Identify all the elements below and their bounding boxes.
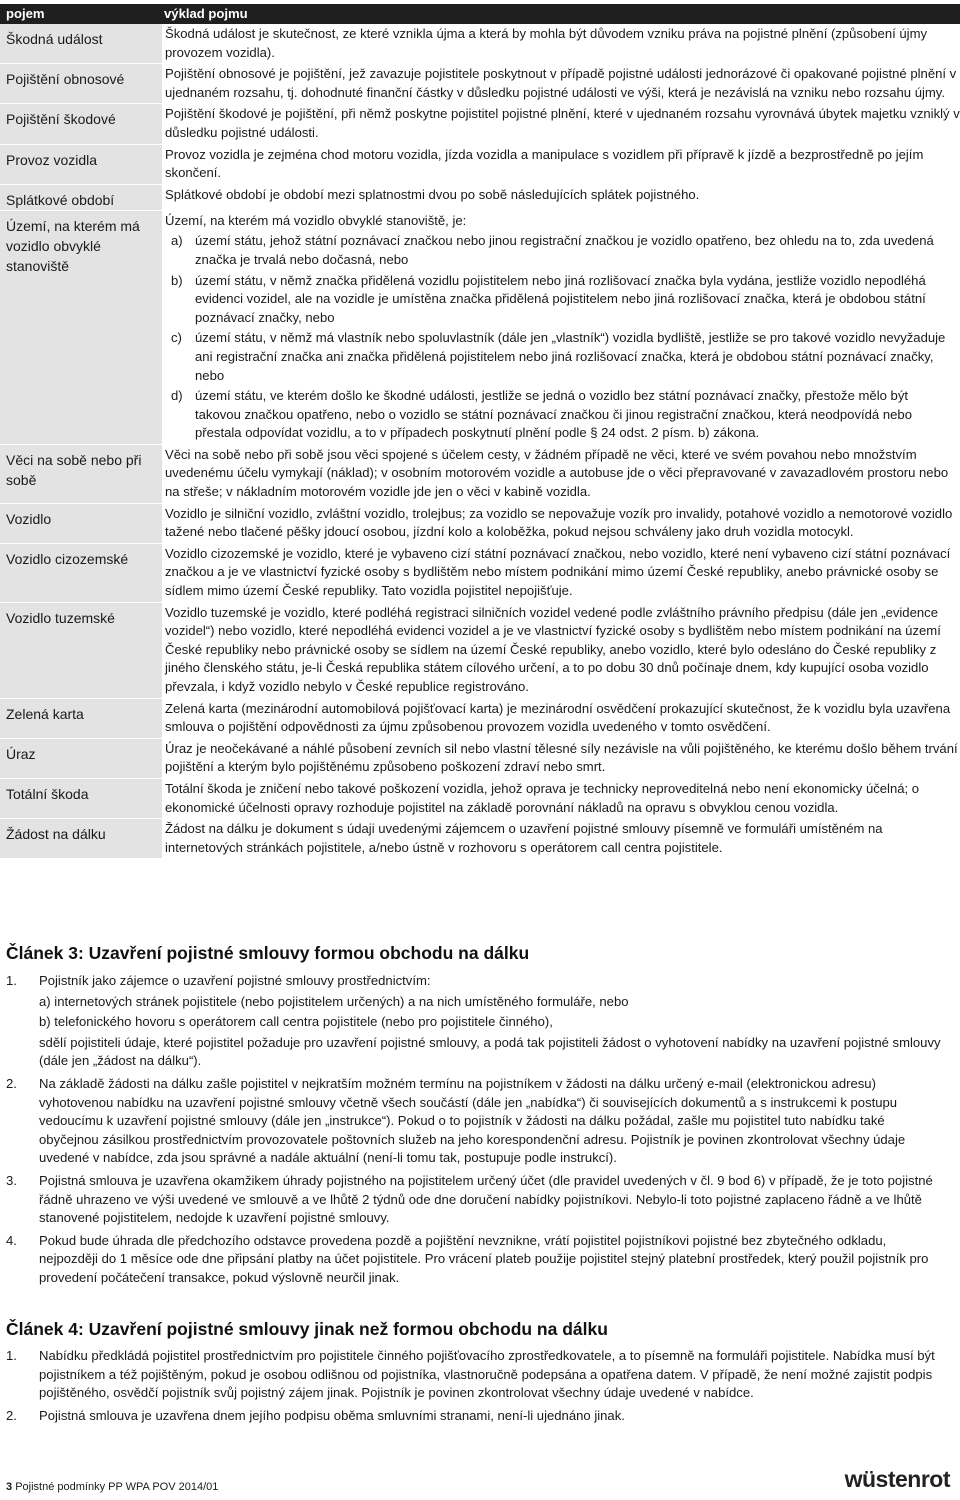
definition-cell — [162, 445, 960, 503]
item-option: a) internetových stránek pojistitele (nebo pojistitelem určených) a na nich umístěného formuláře, nebo — [39, 993, 629, 1009]
definition-text: Úraz je neočekávané a náhlé působení zevních sil nebo vlastní tělesné síly nezávisle na vůli pojištěného, ke kterému došlo během trvání pojištění a kterým bylo pojištěnému způsobeno poškození zdraví nebo smrt. — [165, 740, 958, 775]
definition-subitem — [165, 329, 960, 385]
table-row — [0, 698, 960, 738]
numbered-item — [0, 972, 960, 1071]
definition-text: Splátkové období je období mezi splatnostmi dvou po sobě následujících splátek pojistného. — [165, 186, 700, 202]
article3-body — [0, 972, 960, 1288]
article4-title: Článek 4: Uzavření pojistné smlouvy jinak než formou obchodu na dálku — [6, 1319, 608, 1339]
term-cell: Území, na kterém má vozidlo obvyklé stanoviště — [0, 211, 162, 444]
table-row — [0, 24, 960, 63]
definition-cell — [162, 779, 960, 818]
item-text: Na základě žádosti na dálku zašle pojistitel v nejkratším možném termínu na pojistníkem v žádosti na dálku určený e-mail (elektronickou adresu) vyhotovenou nabídku na uzavření pojistné smlouvy včetně všech součástí (dále jen „nabídka“) či souvisejících dokumentů a s instrukcemi k postupu vedoucímu k uzavření pojistné smlouvy (dále jen „instrukce“). Pokud o to pojistník v žádosti na dálku požádal, zašle mu pojistitel tuto nabídku také obyčejnou zásilkou prostřednictvím provozovatele poštovních služeb na jeho korespondenční adresu. Pojistník je povinen zkontrolovat všechny údaje uvedené v nabídce, zda jsou správné a nadále aktuální (není-li tomu tak, postupuje podle instrukcí). — [39, 1075, 906, 1166]
table-row — [0, 738, 960, 778]
term-cell: Škodná událost — [0, 24, 162, 63]
definition-text: Pojištění škodové je pojištění, při němž poskytne pojistitel pojistné plnění, které v ujednaném rozsahu vyrovnává úbytek majetku vzniklý v důsledku pojistné události. — [165, 106, 960, 140]
definition-cell — [162, 819, 960, 858]
definition-cell — [162, 699, 960, 738]
item-text: Pojistník jako zájemce o uzavření pojistné smlouvy prostřednictvím: — [39, 973, 431, 988]
subitem-text: území státu, jehož státní poznávací značkou nebo jinou registrační značkou je vozidlo opatřeno, bez ohledu na to, zda uvedená značka je trvalá nebo dočasná, nebo — [195, 233, 934, 267]
table-row — [0, 818, 960, 858]
item-body — [39, 1347, 960, 1403]
subitem-text: území státu, v němž má vlastník nebo spoluvlastník (dále jen „vlastník“) vozidla bydliště, jestliže se pro takové vozidlo nevyžaduje ani registrační značka ani značka přidělená pojistitelem nebo jiná rozlišovací značka, která je obdobou státní poznávací značky, nebo — [195, 330, 946, 383]
definition-cell — [162, 211, 960, 444]
term-cell: Totální škoda — [0, 779, 162, 818]
definition-cell — [162, 603, 960, 698]
item-number: 3. — [6, 1172, 17, 1188]
definition-text: Věci na sobě nebo při sobě jsou věci spojené s účelem cesty, v žádném případě ne věci, které ve svém povahou nebo množstvím uvedenému účelu vymykají (náklad); v osobním motorovém vozidle a autobuse jde o věci přepravované v zavazadlovém prostoru nebo na střeše; v nákladním motorovém vozidle jde jen o věci v kabině vozidla. — [165, 446, 949, 500]
definition-text: Zelená karta (mezinárodní automobilová pojišťovací karta) je mezinárodní osvědčení prokazující skutečnost, že k vozidlu byla uzavřena smlouva o pojištění odpovědnosti za újmu způsobenou provozem vozidla uvedeného v tomto osvědčení. — [165, 700, 951, 735]
item-number: 2. — [6, 1075, 17, 1091]
item-text: Pojistná smlouva je uzavřena dnem jejího podpisu oběma smluvními stranami, není-li ujednáno jinak. — [39, 1407, 625, 1423]
table-row — [0, 63, 960, 103]
terms-table-header — [0, 4, 960, 24]
footer-label — [6, 1478, 218, 1497]
item-number: 1. — [6, 973, 17, 988]
definition-subitem — [165, 232, 960, 269]
term-cell: Pojištění škodové — [0, 104, 162, 143]
numbered-item — [0, 1172, 960, 1228]
definition-cell — [162, 145, 960, 184]
table-row — [0, 210, 960, 444]
definition-text: Pojištění obnosové je pojištění, jež zavazuje pojistitele poskytnout v případě pojistné události jednorázové či opakované pojistné plnění v ujednaném rozsahu, tj. dohodnuté finanční částky v důsledku pojistné události ve výši, která je nezávislá na vzniku nebo rozsahu újmy. — [165, 66, 957, 100]
item-body — [39, 1407, 960, 1426]
term-cell: Provoz vozidla — [0, 145, 162, 184]
definition-text: Žádost na dálku je dokument s údaji uvedenými zájemcem o uzavření pojistné smlouvy písemně ve formuláři umístěném na internetových stránkách pojistitele, a/nebo ústně v rozhovoru s operátorem call centra pojistitele. — [165, 821, 883, 855]
definition-cell — [162, 24, 960, 63]
table-row — [0, 444, 960, 503]
term-cell: Splátkové období — [0, 185, 162, 210]
header-definition: výklad pojmu — [164, 6, 248, 21]
item-option: b) telefonického hovoru s operátorem call centra pojistitele (nebo pro pojistitele činného), — [39, 1014, 553, 1030]
definition-cell — [162, 739, 960, 778]
numbered-item — [0, 1347, 960, 1403]
item-number: 1. — [6, 1348, 17, 1363]
table-row — [0, 503, 960, 543]
numbered-item — [0, 1407, 960, 1426]
item-body — [39, 1075, 960, 1168]
numbered-item — [0, 1075, 960, 1168]
definition-text: Území, na kterém má vozidlo obvyklé stanoviště, je: — [165, 212, 467, 228]
definition-cell — [162, 504, 960, 543]
table-row — [0, 144, 960, 184]
definition-text: Vozidlo cizozemské je vozidlo, které je vybaveno cizí státní poznávací značkou, nebo vozidlo, které není vybaveno cizí státní poznávací značkou a je ve vlastnictví fyzické osoby s bydlištěm nebo místem podnikání mimo území České republiky, anebo právnické osoby se sídlem mimo území České republiky. Tato vozidla pojistitel nepojišťuje. — [165, 545, 951, 599]
definition-subitem — [165, 272, 960, 328]
term-cell: Vozidlo cizozemské — [0, 544, 162, 602]
term-cell: Zelená karta — [0, 699, 162, 738]
definition-cell — [162, 544, 960, 602]
term-cell: Věci na sobě nebo při sobě — [0, 445, 162, 503]
header-term: pojem — [0, 4, 162, 24]
article3-title: Článek 3: Uzavření pojistné smlouvy formou obchodu na dálku — [6, 943, 530, 963]
wuestenrot-logo: wüstenrot — [844, 1466, 950, 1492]
definition-text: Škodná událost je skutečnost, ze které vznikla újma a která by mohla být důvodem vzniku práva na pojistné plnění (způsobení újmy provozem vozidla). — [165, 26, 928, 60]
item-text: Pojistná smlouva je uzavřena okamžikem úhrady pojistného na pojistitelem určený účet (dle pravidel uvedených v čl. 9 bod 6) v případě, že je toto pojistné řádně uhrazeno ve výši uvedené ve smlouvě a ve lhůtě 2 týdnů ode dne doručení nabídky pojistníkovi. Nebylo-li toto pojistné zaplaceno řádně a ve lhůtě stanovené pojistitelem, nedojde k uzavření pojistné smlouvy. — [39, 1172, 933, 1226]
document-label: Pojistné podmínky PP WPA POV 2014/01 — [15, 1481, 219, 1493]
definition-text: Vozidlo je silniční vozidlo, zvláštní vozidlo, trolejbus; za vozidlo se nepovažuje vozík pro invalidy, potahové vozidlo a nemotorové vozidlo tažené nebo tlačené pěšky jdoucí osobou, jízdní kolo a koloběžka, pokud nejsou schváleny jako druh vozidla motocykl. — [165, 505, 953, 540]
term-cell: Žádost na dálku — [0, 819, 162, 858]
subitem-text: území státu, ve kterém došlo ke škodné události, jestliže se jedná o vozidlo bez státní poznávací značky, přestože mělo být takovou značkou opatřeno, nebo o vozidlo se státní poznávací značkou či jinou registrační značkou, která neodpovídá nebo přestala odpovídat vozidlu, a to v případech poskytnutí plnění podle § 24 odst. 2 písm. b) zákona. — [195, 388, 912, 441]
page-number: 3 — [6, 1481, 13, 1493]
term-cell: Vozidlo tuzemské — [0, 603, 162, 698]
definition-text: Vozidlo tuzemské je vozidlo, které podléhá registraci silničních vozidel vedené podle zvláštního právního předpisu (dále jen „evidence vozidel“) nebo vozidlo, které nepodléhá evidenci vozidel a je ve vlastnictví fyzické osoby s bydlištěm nebo místem podnikání na území České republiky nebo právnické osoby se sídlem na území České republiky, anebo vozidlo, které bylo odesláno do České republiky z jiného členského státu, je-li Česká republika státem cílového určení, a to po dobu 30 dnů počínaje dnem, kdy kupující osoba vozidlo převzala, i když vozidlo nebylo v České republice registrováno. — [165, 604, 941, 694]
item-body — [39, 1232, 960, 1288]
subitem-letter: c) — [171, 330, 182, 346]
subitem-letter: d) — [171, 388, 183, 404]
table-row — [0, 778, 960, 818]
article4-body — [0, 1347, 960, 1425]
term-cell: Vozidlo — [0, 504, 162, 543]
item-body — [39, 972, 960, 1071]
definition-cell — [162, 64, 960, 103]
subitem-letter: b) — [171, 272, 183, 288]
term-cell: Pojištění obnosové — [0, 64, 162, 103]
definition-text: Provoz vozidla je zejména chod motoru vozidla, jízda vozidla a manipulace s vozidlem při přípravě k jízdě a bezprostředně po jejím skončení. — [165, 146, 924, 181]
definition-cell — [162, 104, 960, 143]
table-row — [0, 543, 960, 602]
definition-subitem — [165, 387, 960, 443]
item-continuation: sdělí pojistiteli údaje, které pojistitel požaduje pro uzavření pojistné smlouvy, a podá tak pojistiteli žádost o vyhotovení nabídky na uzavření pojistné smlouvy (dále jen „žádost na dálku“). — [39, 1034, 941, 1069]
item-body — [39, 1172, 960, 1228]
table-row — [0, 602, 960, 698]
subitem-text: území státu, v němž značka přidělená vozidlu pojistitelem nebo jiná rozlišovací značka byla vydána, jestliže vozidlo nepodléhá evidenci vozidel, ale na vozidle je umístěna značka přidělená pojistitelem nebo jiná rozlišovací značka, která je obdobou státní poznávací značky, nebo — [195, 272, 926, 325]
table-row — [0, 103, 960, 143]
terms-table — [0, 4, 960, 858]
numbered-item — [0, 1232, 960, 1288]
item-number: 2. — [6, 1407, 17, 1423]
item-number: 4. — [6, 1232, 17, 1248]
item-text: Pokud bude úhrada dle předchozího odstavce provedena pozdě a pojištění nevznikne, vrátí pojistitel pojistníkovi pojistné bez zbytečného odkladu, nejpozději do 1 měsíce ode dne připsání platby na účet pojistitele. Pro vrácení plateb použije pojistitel stejný platební prostředek, který použil pojistník pro provedení počátečení transakce, pokud výslovně neurčil jinak. — [39, 1232, 929, 1285]
definition-cell — [162, 185, 960, 210]
definition-text: Totální škoda je zničení nebo takové poškození vozidla, jehož oprava je technicky neproveditelná nebo není ekonomicky účelná; o ekonomické účelnosti opravy rozhoduje pojistitel na základě porovnání nákladů na opravu s obvyklou cenou vozidla. — [165, 780, 920, 815]
table-row — [0, 184, 960, 210]
subitem-letter: a) — [171, 233, 183, 249]
item-text: Nabídku předkládá pojistitel prostřednictvím pro pojistitele činného pojišťovacího zprostředkovatele, a to písemně na formuláři pojistitele. Nabídka musí být pojistníkem a též pojištěným, pokud je osobou odlišnou od pojistníka, vlastnoručně podepsána a opatřena datem. V případě, že není možné zajistit podpis pojištěného, osvědčí pojistník svůj pojistný zájem jinak. Pojistník je povinen zkontrolovat všechny údaje uvedené v nabídce. — [39, 1348, 935, 1401]
term-cell: Úraz — [0, 739, 162, 778]
